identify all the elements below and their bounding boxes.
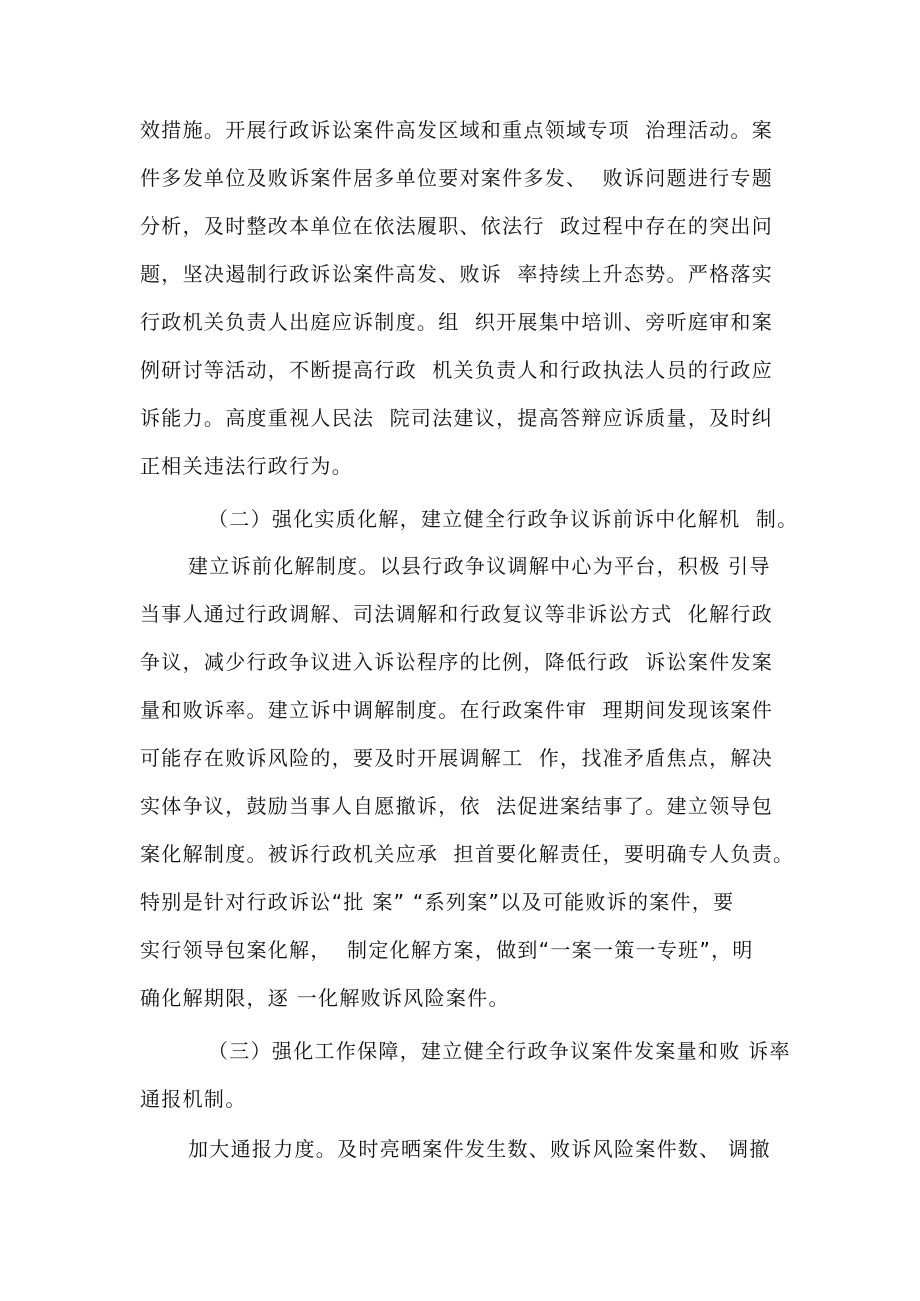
paragraph-line: 当事人通过行政调解、司法调解和行政复议等非诉讼方式 化解行政	[140, 602, 774, 626]
paragraph-line: 可能存在败诉风险的，要及时开展调解工 作，找准矛盾焦点，解决	[140, 746, 774, 770]
paragraph-line: 实体争议，鼓励当事人自愿撤诉，依 法促进案结事了。建立领导包	[140, 794, 774, 818]
paragraph-line: 案化解制度。被诉行政机关应承 担首要化解责任，要明确专人负责。	[140, 842, 795, 866]
paragraph-line: 特别是针对行政诉讼“批 案” “系列案”以及可能败诉的案件，要	[140, 890, 735, 914]
paragraph-line: 加大通报力度。及时亮晒案件发生数、败诉风险案件数、 调撤	[188, 1137, 771, 1161]
paragraph-line: 题，坚决遏制行政诉讼案件高发、败诉 率持续上升态势。严格落实	[140, 262, 774, 286]
paragraph-line: 建立诉前化解制度。以县行政争议调解中心为平台，积极 引导	[188, 554, 771, 578]
paragraph-line: 通报机制。	[140, 1087, 247, 1111]
paragraph-line: 诉能力。高度重视人民法 院司法建议，提高答辩应诉质量，及时纠	[140, 406, 774, 430]
paragraph-line: 分析，及时整改本单位在依法履职、依法行 政过程中存在的突出问	[140, 214, 774, 238]
section-heading-3: （三）强化工作保障，建立健全行政争议案件发案量和败 诉率	[208, 1039, 791, 1063]
paragraph-line: 行政机关负责人出庭应诉制度。组 织开展集中培训、旁听庭审和案	[140, 310, 774, 334]
paragraph-line: 件多发单位及败诉案件居多单位要对案件多发、 败诉问题进行专题	[140, 166, 774, 190]
paragraph-line: 量和败诉率。建立诉中调解制度。在行政案件审 理期间发现该案件	[140, 698, 774, 722]
paragraph-line: 效措施。开展行政诉讼案件高发区域和重点领域专项 治理活动。案	[140, 118, 774, 142]
paragraph-line: 确化解期限，逐 一化解败诉风险案件。	[140, 986, 510, 1010]
paragraph-line: 争议，减少行政争议进入诉讼程序的比例，降低行政 诉讼案件发案	[140, 650, 774, 674]
section-heading-2: （二）强化实质化解，建立健全行政争议诉前诉中化解机 制。	[208, 507, 799, 531]
paragraph-line: 实行领导包案化解， 制定化解方案，做到“一案一策一专班”，明	[140, 938, 754, 962]
paragraph-line: 例研讨等活动，不断提高行政 机关负责人和行政执法人员的行政应	[140, 358, 774, 382]
paragraph-line: 正相关违法行政行为。	[140, 454, 353, 478]
